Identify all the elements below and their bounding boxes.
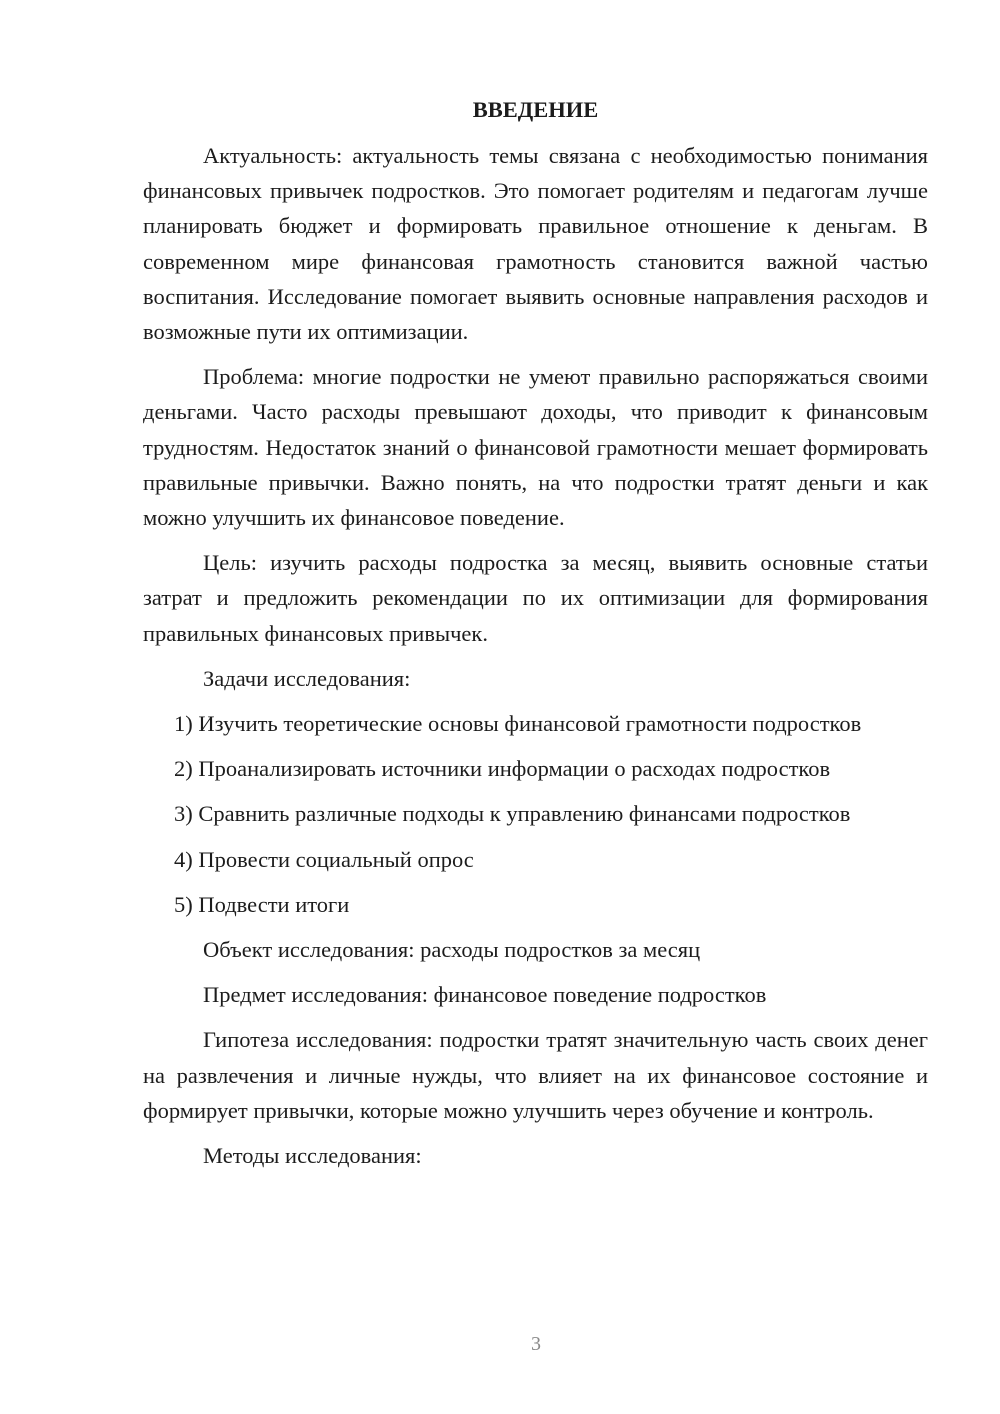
task-item-5: 5) Подвести итоги — [174, 891, 350, 917]
task-item-2: 2) Проанализировать источники информации о расходах подростков — [174, 756, 831, 782]
hypothesis-paragraph: Гипотеза исследования: подростки тратят значительную часть своих денег на развлечения и личные нужды, что влияет на их финансовое состояние и формирует привычки, которые можно улучшить через обучение и контроль. — [143, 1027, 928, 1123]
section-heading: ВВЕДЕНИЕ — [472, 97, 599, 122]
page-body — [143, 92, 928, 1183]
page-number: 3 — [531, 1333, 541, 1355]
tasks-title: Задачи исследования: — [203, 665, 411, 691]
relevance-paragraph: Актуальность: актуальность темы связана с необходимостью понимания финансовых привычек подростков. Это помогает родителям и педагогам лучше планировать бюджет и формировать правильное отношение к деньгам. В современном мире финансовая грамотность становится важной частью воспитания. Исследование помогает выявить основные направления расходов и возможные пути их оптимизации. — [143, 143, 928, 345]
task-item-1: 1) Изучить теоретические основы финансовой грамотности подростков — [174, 711, 862, 737]
methods-title: Методы исследования: — [203, 1143, 422, 1169]
subject-paragraph: Предмет исследования: финансовое поведение подростков — [203, 982, 767, 1008]
task-item-3: 3) Сравнить различные подходы к управлению финансами подростков — [174, 801, 851, 827]
object-paragraph: Объект исследования: расходы подростков за месяц — [203, 937, 701, 963]
problem-paragraph: Проблема: многие подростки не умеют правильно распоряжаться своими деньгами. Часто расходы превышают доходы, что приводит к финансовым трудностям. Недостаток знаний о финансовой грамотности мешает формировать правильные привычки. Важно понять, на что подростки тратят деньги и как можно улучшить их финансовое поведение. — [143, 364, 928, 531]
goal-paragraph: Цель: изучить расходы подростка за месяц, выявить основные статьи затрат и предложить рекомендации по их оптимизации для формирования правильных финансовых привычек. — [143, 550, 928, 646]
task-item-4: 4) Провести социальный опрос — [174, 846, 474, 872]
